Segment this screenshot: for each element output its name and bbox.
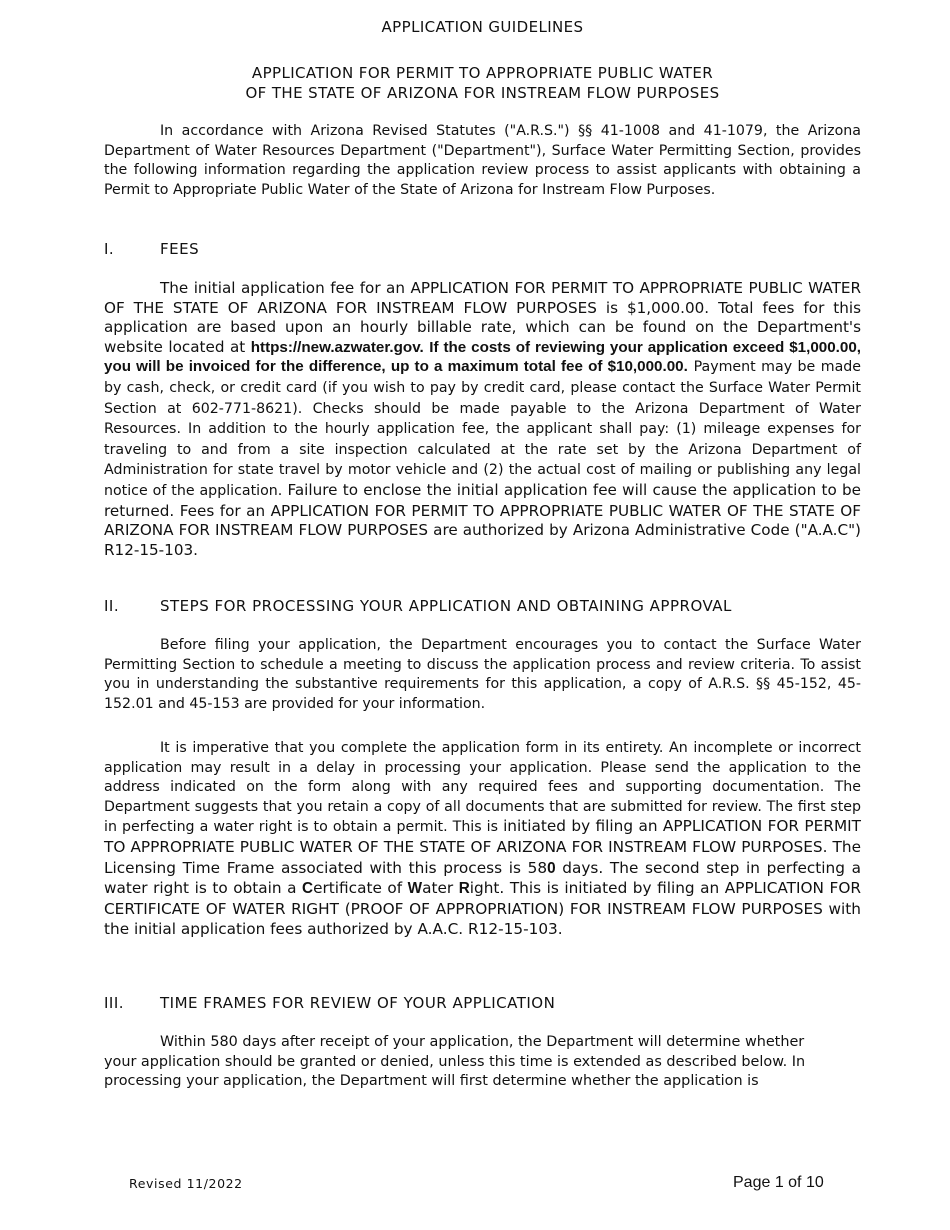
steps-paragraph-2 (104, 739, 861, 941)
footer-page-number: Page 1 of 10 (733, 1174, 824, 1191)
steps-paragraph-1: Before filing your application, the Department encourages you to contact the Surface Water Permitting Section to schedule a meeting to discuss the application process and review criteria. To assist you in understanding the substantive requirements for this application, a copy of A.R.S. §§ 45-152, 45-152.01 and 45-153 are provided for your information. (104, 637, 861, 712)
section-number: I. (104, 240, 115, 258)
section-title: FEES (160, 240, 200, 258)
steps-text-c: ertificate of (313, 879, 408, 898)
section-title: TIME FRAMES FOR REVIEW OF YOUR APPLICATION (160, 994, 556, 1012)
intro-paragraph: In accordance with Arizona Revised Statutes ("A.R.S.") §§ 41-1008 and 41-1079, the Arizona Department of Water Resources Department ("Department"), Surface Water Permitting Section, provides the following information regarding the application review process to assist applicants with obtaining a Permit to Appropriate Public Water of the State of Arizona for Instream Flow Purposes. (104, 123, 861, 198)
section-fees-heading (104, 240, 861, 258)
steps-text-b: days. The second step in perfecting a water right is to obtain a (104, 858, 861, 898)
fees-text-end: Failure to enclose the initial application fee will cause the application to be returned. Fees for an APPLICATION FOR PERMIT TO APPROPRIATE PUBLIC WATER OF THE STATE OF ARIZONA FOR INSTREAM FLOW PURPOSES are authorized by Arizona Administrative Code ("A.A.C") R12-15-103. (104, 480, 861, 559)
section-number: II. (104, 597, 120, 615)
time-frames-paragraph: Within 580 days after receipt of your application, the Department will determine whether your application should be granted or denied, unless this time is extended as described below. In processing your application, the Department will first determine whether the application is (104, 1034, 806, 1090)
section-title: STEPS FOR PROCESSING YOUR APPLICATION AND OBTAINING APPROVAL (160, 597, 732, 615)
fees-paragraph (104, 279, 861, 560)
steps-text-a: initiated by filing an APPLICATION FOR PERMIT TO APPROPRIATE PUBLIC WATER OF THE STATE OF ARIZONA FOR INSTREAM FLOW PURPOSES. The Licensing Time Frame associated with this process is 58 (104, 817, 861, 877)
fees-text-start: The initial application fee for an APPLICATION FOR PERMIT TO APPROPRIATE PUBLIC WATER OF THE STATE OF ARIZONA FOR INSTREAM FLOW PURPOSES is $1,000.00. Total fees for this application are based upon an hourly billable rate, which can be found on the Department's website located at (104, 279, 861, 356)
steps-text-small: It is imperative that you complete the application form in its entirety. An incomplete or incorrect application may result in a delay in processing your application. Please send the application to the address indicated on the form along with any required fees and supporting documentation. The Department suggests that you retain a copy of all documents that are submitted for review. The first step in perfecting a water right is to obtain a permit. This is (104, 740, 861, 836)
steps-text-large (104, 817, 861, 938)
bold-letter-c: C (302, 880, 314, 898)
bold-digit: 0 (547, 859, 556, 877)
section-time-frames-heading (104, 994, 861, 1012)
steps-text-e: ight. This is initiated by filing an APPLICATION FOR CERTIFICATE OF WATER RIGHT (PROOF OF APPROPRIATION) FOR INSTREAM FLOW PURPOSES with the initial application fees authorized by A.A.C. R12-15-103. (104, 879, 861, 939)
bold-letter-w: W (407, 880, 423, 898)
section-steps-heading (104, 597, 861, 615)
fees-bold-notice: If the costs of reviewing your application exceed $1,000.00, you will be invoiced for the difference, up to a maximum total fee of $10,000.00. (104, 338, 861, 376)
bold-letter-r: R (458, 880, 470, 898)
fees-payment-text: Payment may be made by cash, check, or credit card (if you wish to pay by credit card, please contact the Surface Water Permit Section at 602-771-8621). Checks should be made payable to the Arizona Department of Water Resources. In addition to the hourly application fee, the applicant shall pay: (1) mileage expenses for traveling to and from a site inspection calculated at the rate set by the Arizona Department of Administration for state travel by motor vehicle and (2) the actual cost of mailing or publishing any legal notice of the application. (104, 359, 861, 499)
document-title (104, 63, 861, 103)
title-line-1: APPLICATION FOR PERMIT TO APPROPRIATE PUBLIC WATER (251, 64, 714, 82)
section-number: III. (104, 994, 125, 1012)
steps-text-d: ater (422, 879, 459, 898)
website-url: https://new.azwater.gov. (250, 338, 424, 356)
footer-revised-date: Revised 11/2022 (129, 1176, 243, 1191)
title-line-2: OF THE STATE OF ARIZONA FOR INSTREAM FLOW PURPOSES (245, 84, 720, 102)
document-heading: APPLICATION GUIDELINES (381, 18, 584, 36)
